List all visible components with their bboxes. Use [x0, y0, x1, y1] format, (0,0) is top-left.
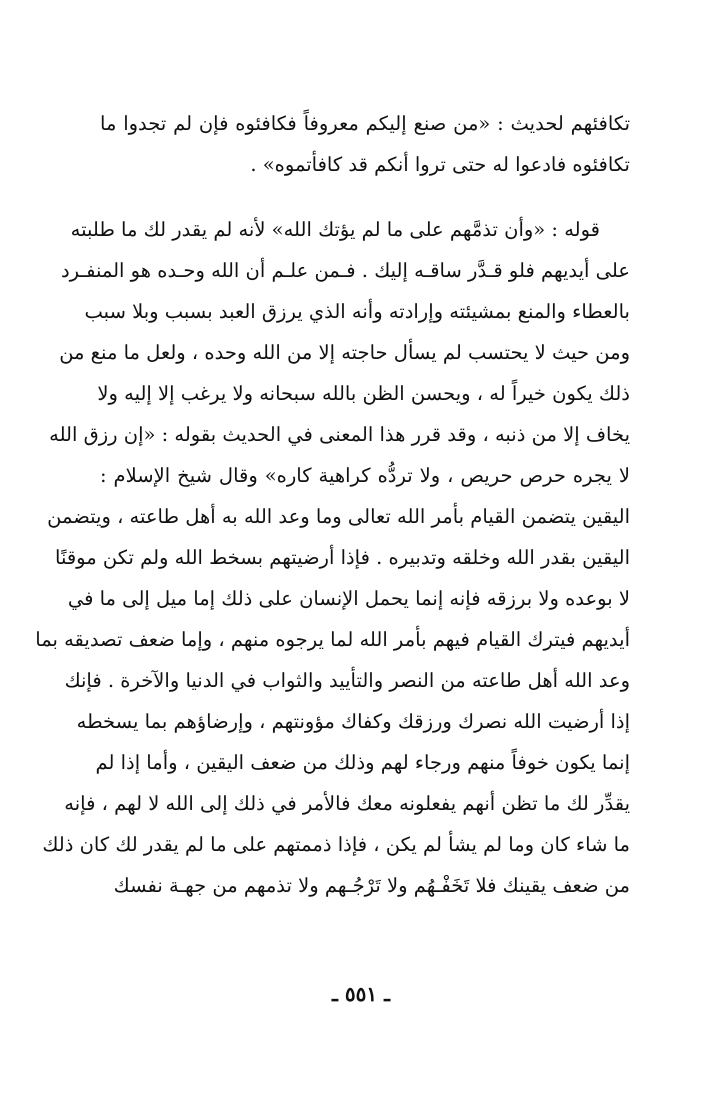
paragraph-hadith-reward — [100, 103, 630, 185]
paragraph-commentary-dispraise — [35, 209, 630, 906]
text-line: إنما يكون خوفاً منهم ورجاء لهم وذلك من ضعف اليقين ، وأما إذا لم — [95, 751, 630, 774]
text-line: ذلك يكون خيراً له ، ويحسن الظن بالله سبحانه ولا يرغب إلا إليه ولا — [97, 382, 630, 405]
text-line: قوله : «وأن تذمَّهم على ما لم يؤتك الله» لأنه لم يقدر لك ما طلبته — [70, 218, 600, 241]
text-line: ومن حيث لا يحتسب لم يسأل حاجته إلا من الله وحده ، ولعل ما منع من — [59, 341, 630, 364]
text-line: أيديهم فيترك القيام فيهم بأمر الله لما يرجوه منهم ، وإما ضعف تصديقه بما — [35, 628, 630, 651]
text-line: من ضعف يقينك فلا تَخَفْـهُم ولا تَرْجُـهم ولا تذمهم من جهـة نفسك — [113, 874, 630, 897]
text-line: وعد الله أهل طاعته من النصر والتأييد والثواب في الدنيا والآخرة . فإنك — [64, 669, 630, 692]
text-line: على أيديهم فلو قـدَّر ساقـه إليك . فـمن علـم أن الله وحـده هو المنفـرد — [60, 259, 630, 282]
text-line: يخاف إلا من ذنبه ، وقد قرر هذا المعنى في الحديث بقوله : «إن رزق الله — [49, 423, 630, 446]
text-line: تكافئهم لحديث : «من صنع إليكم معروفاً فكافئوه فإن لم تجدوا ما — [100, 112, 630, 135]
text-line: اليقين يتضمن القيام بأمر الله تعالى وما وعد الله به أهل طاعته ، ويتضمن — [47, 505, 630, 528]
text-line: يقدِّر لك ما تظن أنهم يفعلونه معك فالأمر في ذلك إلى الله لا لهم ، فإنه — [64, 792, 630, 815]
text-line: اليقين بقدر الله وخلقه وتدبيره . فإذا أرضيتهم بسخط الله ولم تكن موقنًا — [55, 546, 630, 569]
text-line: ما شاء كان وما لم يشأ لم يكن ، فإذا ذممتهم على ما لم يقدر لك كان ذلك — [42, 833, 630, 856]
text-line: تكافئوه فادعوا له حتى تروا أنكم قد كافأتموه» . — [250, 153, 630, 176]
document-body — [35, 103, 630, 906]
text-line: بالعطاء والمنع بمشيئته وإرادته وأنه الذي يرزق العبد بسبب وبلا سبب — [84, 300, 630, 323]
text-line: لا بوعده ولا برزقه فإنه إنما يحمل الإنسان على ذلك إما ميل إلى ما في — [67, 587, 630, 610]
paragraph-gap — [100, 185, 630, 209]
page-number: ـ ٥٥١ ـ — [332, 982, 390, 1006]
text-line: إذا أرضيت الله نصرك ورزقك وكفاك مؤونتهم ، وإرضاؤهم بما يسخطه — [76, 710, 630, 733]
text-line: لا يجره حرص حريص ، ولا تردُّه كراهية كاره» وقال شيخ الإسلام : — [100, 464, 630, 487]
